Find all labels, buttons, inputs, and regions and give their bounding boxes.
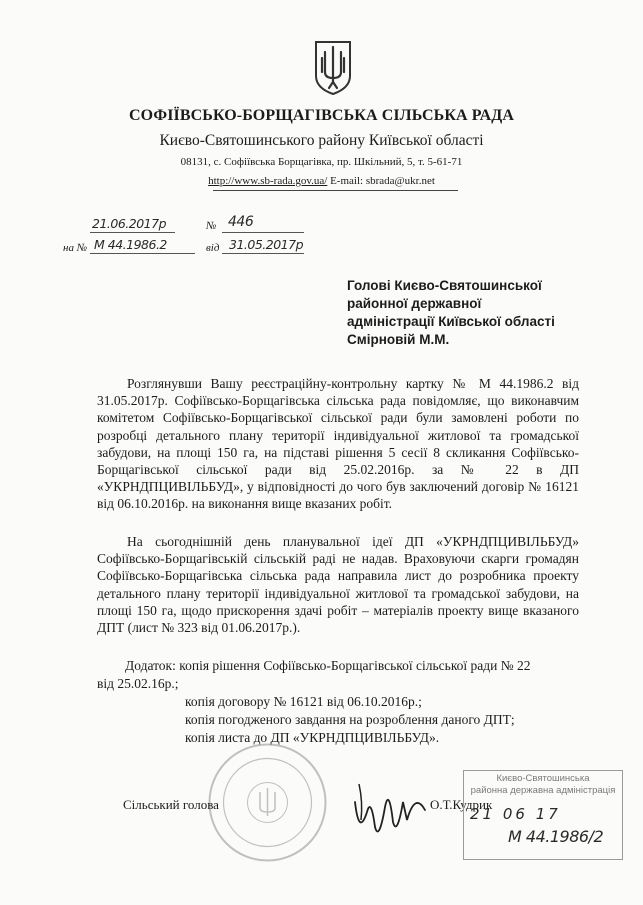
attachment-line-4: копія погодженого завдання на розроблення даного ДПТ; [185,712,515,727]
stamp-line-2: районна державна адміністрація [470,785,616,796]
outgoing-date: 21.06.2017р [92,216,167,231]
in-reply-label: на № [63,242,88,254]
attachment-line-2: від 25.02.16р.; [97,676,179,691]
from-date: 31.05.2017р [229,237,304,252]
district-subtitle: Києво-Святошинського району Київської області [159,132,484,149]
addressee-line-3: адміністрації Київської області [347,314,555,329]
stamp-date: 21 06 17 [470,805,561,823]
contact-line [0,175,643,187]
outgoing-number-underline [222,232,304,233]
council-title: СОФІЇВСЬКО-БОРЩАГІВСЬКА СІЛЬСЬКА РАДА [128,107,515,124]
from-date-underline [222,253,304,254]
signatory-name: О.Т.Кудрик [430,797,493,812]
attachment-line-1: Додаток: копія рішення Софіївсько-Борщагівської сільської ради № 22 [125,658,531,673]
body-paragraph-2: На сьогоднішній день планувальної ідеї ДП «УКРНДПЦИВІЛЬБУД» Софіївсько-Борщагівській сільській раді не надав. Враховуючи скарги громадян Софіївсько-Борщагівська сільська рада направила лист до розробника проекту детального плану території індивідуальної житлової та громадської забудови, на площі 150 га, щодо прискорення здачі робіт – матеріалів проекту вище вказаного ДПТ (лист № 323 від 01.06.2017р.). [97,534,579,636]
signatory-position: Сільський голова [123,797,219,812]
trident-emblem-icon [313,38,353,96]
addressee-line-2: районної державної [347,296,482,311]
letterhead-rule [213,190,458,191]
attachment-line-3: копія договору № 16121 від 06.10.2016р.; [185,694,422,709]
outgoing-date-underline [90,232,175,233]
website-link[interactable]: http://www.sb-rada.gov.ua/ [208,175,328,187]
postal-address: 08131, с. Софіївська Борщагівка, пр. Шкільний, 5, т. 5-61-71 [180,156,463,168]
email-text: E-mail: sbrada@ukr.net [330,175,435,187]
from-label: від [206,242,220,254]
body-paragraph-1: Розглянувши Вашу реєстраційну-контрольну картку № М 44.1986.2 від 31.05.2017р. Софіївсько-Борщагівська сільська рада повідомляє, що виконавчим комітетом Софіївсько-Борщагівської сільської ради були замовлені роботи по розробці детального плану території індивідуальної житлової та громадської забудови, на площі 150 га, на підставі рішення 5 сесії 8 скликання Софіївсько-Борщагівської сільської ради від 25.02.2016р. за № 22 в ДП «УКРНДПЦИВІЛЬБУД», у відповідності до чого був заключений договір № 16121 від 06.10.2016р. на виконання вище вказаних робіт. [97,376,579,512]
addressee-line-4: Смірновій М.М. [347,332,450,347]
in-reply-underline [90,253,195,254]
round-seal-icon [205,740,330,865]
outgoing-number: 446 [228,214,254,230]
stamp-number: М 44.1986/2 [508,827,604,846]
outgoing-no-label: № [206,220,217,232]
in-reply-number: М 44.1986.2 [94,237,167,252]
addressee-block [347,277,555,349]
handwritten-signature-icon [345,772,435,842]
attachment-line-5: копія листа до ДП «УКРНДПЦИВІЛЬБУД». [185,730,440,745]
stamp-line-1: Києво-Святошинська [496,773,590,784]
addressee-line-1: Голові Києво-Святошинської [347,278,542,293]
